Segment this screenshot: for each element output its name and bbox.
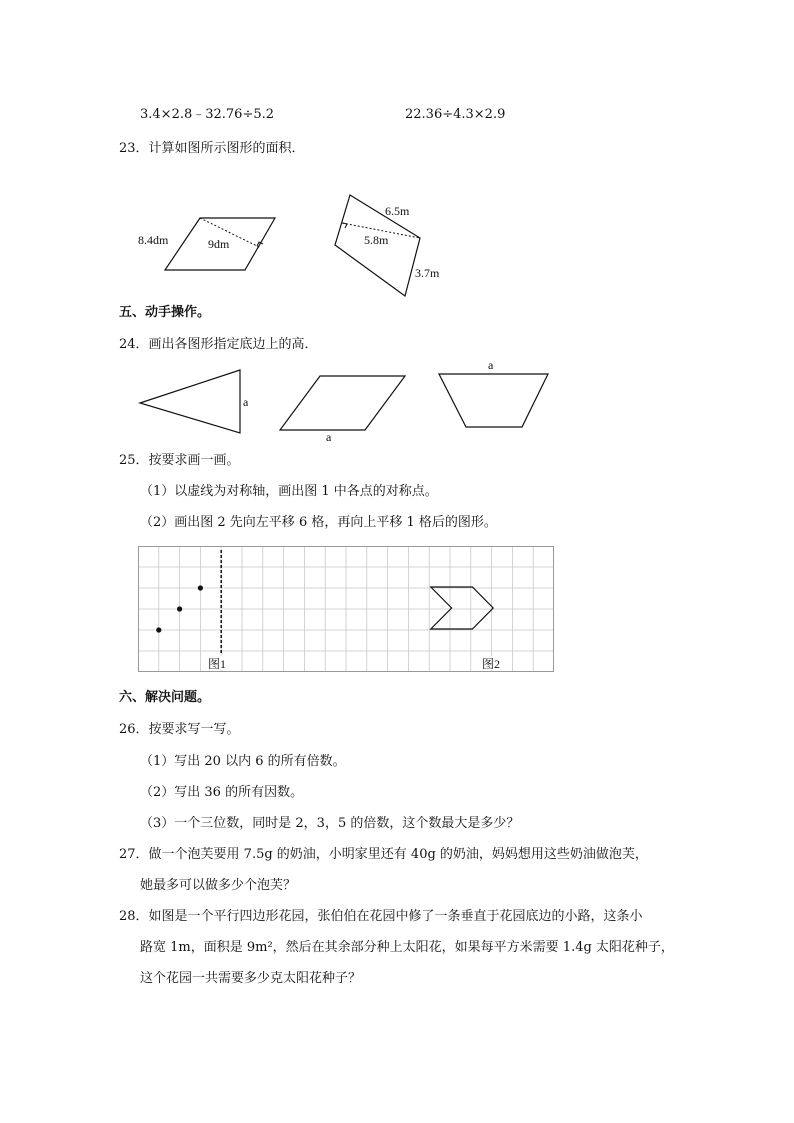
calc-expression-1: 3.4×2.8﹣32.76÷5.2 [140, 107, 275, 122]
q23-fig2-height-label: 5.8m [364, 233, 389, 247]
question-24: 24．画出各图形指定底边上的高． [119, 337, 318, 352]
q23-fig2-side-label: 6.5m [385, 204, 410, 218]
q23-quadrilateral-figure [330, 190, 470, 300]
question-26: 26．按要求写一写。 [119, 722, 240, 737]
question-28-line-2: 路宽 1m，面积是 9m²，然后在其余部分种上太阳花，如果每平方米需要 1.4g 太阳花种子， [140, 940, 674, 955]
question-25-sub-2: （2）画出图 2 先向左平移 6 格，再向上平移 1 格后的图形。 [140, 515, 497, 530]
question-25-sub-1: （1）以虚线为对称轴，画出图 1 中各点的对称点。 [140, 484, 438, 499]
q24-triangle-label: a [243, 395, 249, 409]
q25-figure-2-label: 图2 [482, 657, 501, 671]
question-26-sub-3: （3）一个三位数，同时是 2，3，5 的倍数，这个数最大是多少？ [140, 816, 520, 831]
q23-fig2-base-label: 3.7m [415, 266, 440, 280]
q23-parallelogram-figure [130, 200, 290, 280]
q25-grid-figure [138, 546, 554, 672]
question-26-sub-1: （1）写出 20 以内 6 的所有倍数。 [140, 754, 346, 769]
question-27-line-2: 她最多可以做多少个泡芙？ [140, 878, 297, 893]
question-27-line-1: 27．做一个泡芙要用 7.5g 的奶油，小明家里还有 40g 的奶油，妈妈想用这些奶油做泡芙， [119, 847, 648, 862]
q24-parallelogram-label: a [326, 430, 332, 444]
q24-trapezoid-label: a [488, 358, 494, 372]
question-26-sub-2: （2）写出 36 的所有因数。 [140, 785, 304, 800]
question-25: 25．按要求画一画。 [119, 453, 240, 468]
q24-shapes-figure [130, 360, 570, 445]
question-28-line-1: 28．如图是一个平行四边形花园，张伯伯在花园中修了一条垂直于花园底边的小路，这条小 [119, 909, 643, 924]
question-28-line-3: 这个花园一共需要多少克太阳花种子？ [140, 971, 362, 986]
calc-expression-2: 22.36÷4.3×2.9 [405, 107, 506, 122]
section-6-heading: 六、解决问题。 [119, 690, 211, 705]
q23-fig1-height-label: 9dm [208, 237, 230, 251]
question-23: 23．计算如图所示图形的面积． [119, 141, 305, 156]
q25-figure-1-label: 图1 [208, 657, 227, 671]
section-5-heading: 五、动手操作。 [119, 305, 211, 320]
q23-fig1-side-label: 8.4dm [138, 233, 169, 247]
